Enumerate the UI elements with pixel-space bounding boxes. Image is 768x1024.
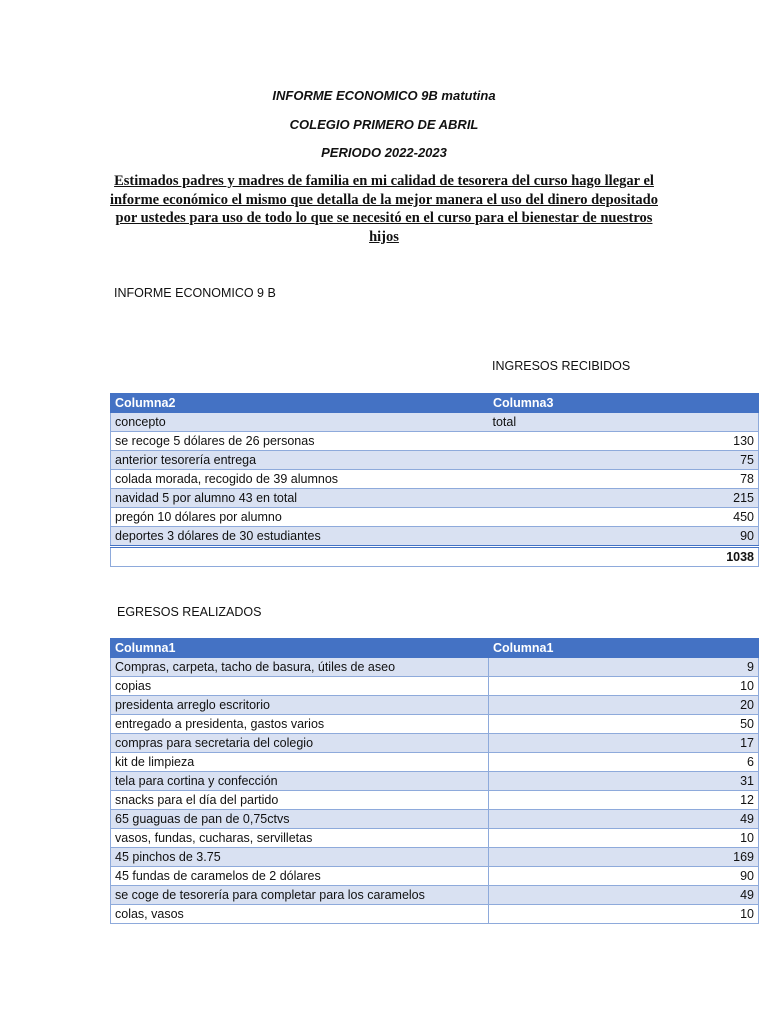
- table-row: [111, 791, 759, 810]
- concept-cell: Compras, carpeta, tacho de basura, útiles de aseo: [111, 658, 489, 677]
- school-name: COLEGIO PRIMERO DE ABRIL: [289, 117, 479, 132]
- concept-cell: presidenta arreglo escritorio: [111, 696, 489, 715]
- concept-label: concepto: [111, 413, 489, 432]
- table-row: [111, 829, 759, 848]
- concept-cell: 45 pinchos de 3.75: [111, 848, 489, 867]
- concept-cell: se recoge 5 dólares de 26 personas: [111, 432, 489, 451]
- income-total-row: [111, 547, 759, 567]
- table-row: [111, 753, 759, 772]
- expenses-body: [111, 658, 759, 924]
- subtitle: INFORME ECONOMICO 9 B: [114, 286, 276, 300]
- amount-cell: 31: [489, 772, 759, 791]
- table-row: [111, 886, 759, 905]
- expenses-header-row: [111, 639, 759, 658]
- concept-cell: kit de limpieza: [111, 753, 489, 772]
- table-row: [111, 432, 759, 451]
- income-body: [111, 413, 759, 567]
- amount-cell: 169: [489, 848, 759, 867]
- table-row: [111, 696, 759, 715]
- concept-cell: vasos, fundas, cucharas, servilletas: [111, 829, 489, 848]
- amount-cell: 9: [489, 658, 759, 677]
- concept-cell: anterior tesorería entrega: [111, 451, 489, 470]
- amount-cell: 20: [489, 696, 759, 715]
- amount-cell: 90: [489, 867, 759, 886]
- concept-cell: se coge de tesorería para completar para los caramelos: [111, 886, 489, 905]
- amount-cell: 10: [489, 905, 759, 924]
- amount-cell: 12: [489, 791, 759, 810]
- table-row: [111, 451, 759, 470]
- concept-cell: colada morada, recogido de 39 alumnos: [111, 470, 489, 489]
- concept-cell: snacks para el día del partido: [111, 791, 489, 810]
- amount-cell: 10: [489, 677, 759, 696]
- concept-cell: compras para secretaria del colegio: [111, 734, 489, 753]
- amount-cell: 17: [489, 734, 759, 753]
- table-row: [111, 810, 759, 829]
- concept-cell: colas, vasos: [111, 905, 489, 924]
- table-row: [111, 715, 759, 734]
- concept-cell: copias: [111, 677, 489, 696]
- amount-cell: 450: [489, 508, 759, 527]
- amount-cell: 90: [489, 527, 759, 547]
- income-header-row: [111, 394, 759, 413]
- income-subheader-row: [111, 413, 759, 432]
- table-row: [111, 734, 759, 753]
- expenses-col-2-header: Columna1: [489, 639, 759, 658]
- table-row: [111, 867, 759, 886]
- amount-cell: 6: [489, 753, 759, 772]
- concept-cell: 65 guaguas de pan de 0,75ctvs: [111, 810, 489, 829]
- total-label-cell: [111, 547, 489, 567]
- amount-cell: 50: [489, 715, 759, 734]
- expenses-col-1-header: Columna1: [111, 639, 489, 658]
- table-row: [111, 489, 759, 508]
- table-row: [111, 677, 759, 696]
- income-heading: INGRESOS RECIBIDOS: [492, 359, 631, 373]
- amount-cell: 49: [489, 810, 759, 829]
- expenses-heading: EGRESOS REALIZADOS: [117, 605, 262, 619]
- amount-cell: 10: [489, 829, 759, 848]
- amount-cell: 78: [489, 470, 759, 489]
- concept-cell: pregón 10 dólares por alumno: [111, 508, 489, 527]
- table-row: [111, 905, 759, 924]
- period-label: PERIODO 2022-2023: [321, 145, 447, 160]
- concept-cell: entregado a presidenta, gastos varios: [111, 715, 489, 734]
- concept-cell: tela para cortina y confección: [111, 772, 489, 791]
- income-total-value: 1038: [489, 547, 759, 567]
- income-col-1-header: Columna2: [111, 394, 489, 413]
- table-row: [111, 527, 759, 547]
- total-label: total: [489, 413, 759, 432]
- amount-cell: 49: [489, 886, 759, 905]
- amount-cell: 215: [489, 489, 759, 508]
- table-row: [111, 772, 759, 791]
- amount-cell: 75: [489, 451, 759, 470]
- report-title: INFORME ECONOMICO 9B matutina: [272, 88, 496, 103]
- expenses-table: [110, 638, 759, 924]
- table-row: [111, 848, 759, 867]
- income-col-2-header: Columna3: [489, 394, 759, 413]
- table-row: [111, 470, 759, 489]
- table-row: [111, 508, 759, 527]
- concept-cell: 45 fundas de caramelos de 2 dólares: [111, 867, 489, 886]
- concept-cell: deportes 3 dólares de 30 estudiantes: [111, 527, 489, 547]
- intro-paragraph: Estimados padres y madres de familia en mi calidad de tesorera del curso hago llegar el informe económico el mismo que detalla de la mejor manera el uso del dinero depositado por ustedes para uso de todo lo que se necesitó en el curso para el bienestar de nuestros hijos: [110, 173, 658, 245]
- income-table: [110, 393, 759, 567]
- amount-cell: 130: [489, 432, 759, 451]
- concept-cell: navidad 5 por alumno 43 en total: [111, 489, 489, 508]
- table-row: [111, 658, 759, 677]
